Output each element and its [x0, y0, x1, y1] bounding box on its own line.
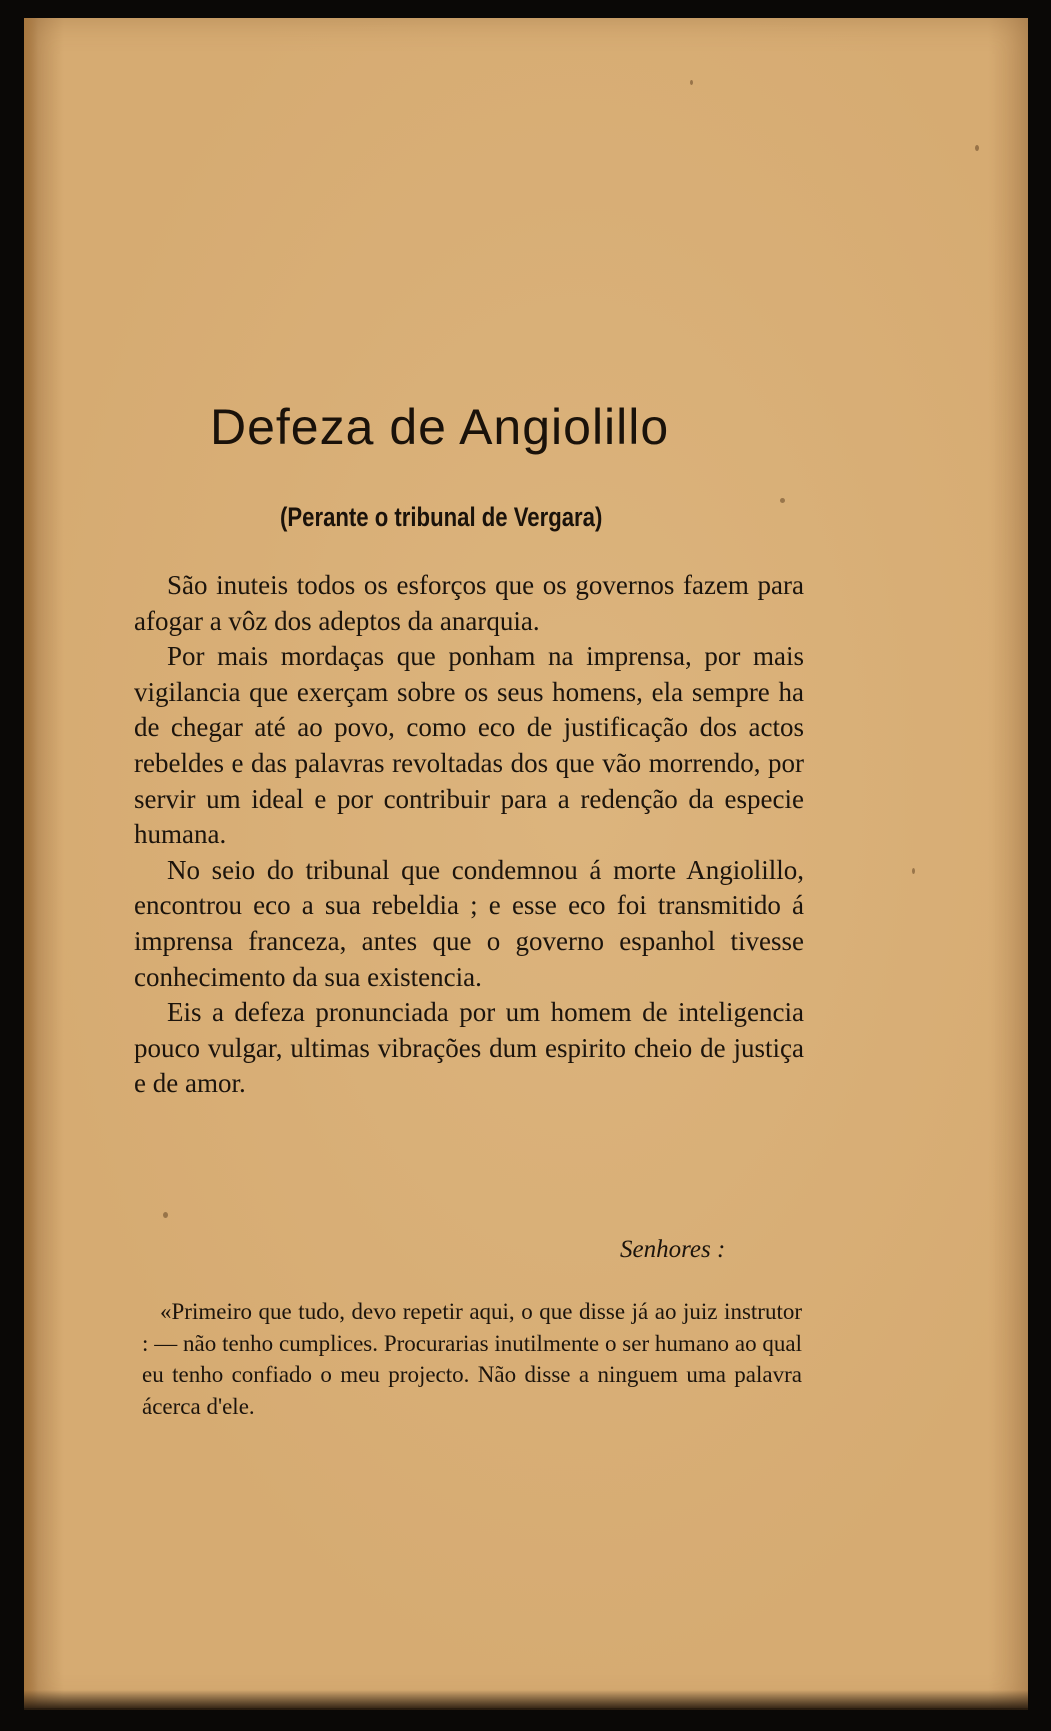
paragraph: No seio do tribunal que condemnou á morte Angiolillo, encontrou eco a sua rebeldia ; e esse eco foi transmitido á imprensa franceza, antes que o governo espanhol tivesse conhecimento da sua existencia. [134, 854, 804, 992]
paper-speck [780, 498, 785, 503]
speech-quote: «Primeiro que tudo, devo repetir aqui, o que disse já ao juiz instrutor : — não tenho cumplices. Procurarias inutilmente o ser humano ao qual eu tenho confiado o meu projecto. Não disse a ninguem uma palavra ácerca d'ele. [142, 1299, 802, 1419]
paper-speck [163, 1212, 168, 1218]
page-bottom-edge [24, 1690, 1028, 1710]
intro-text [134, 568, 804, 1102]
paragraph: Eis a defeza pronunciada por um homem de inteligencia pouco vulgar, ultimas vibrações dum espirito cheio de justiça e de amor. [134, 997, 804, 1099]
paper-speck [912, 868, 915, 874]
paper-speck [690, 80, 693, 85]
paragraph: São inuteis todos os esforços que os governos fazem para afogar a vôz dos adeptos da anarquia. [134, 570, 804, 636]
page-title: Defeza de Angiolillo [210, 399, 670, 455]
page-gutter-shadow [24, 18, 38, 1708]
page-subtitle: (Perante o tribunal de Vergara) [280, 502, 603, 532]
paragraph: Por mais mordaças que ponham na imprensa, por mais vigilancia que exerçam sobre os seus homens, ela sempre ha de chegar até ao povo, como eco de justificação dos actos rebeldes e das palavras revoltadas dos que vão morrendo, por servir um ideal e por contribuir para a redenção da especie humana. [134, 641, 804, 850]
speech-salutation: Senhores : [620, 1236, 726, 1263]
paper-speck [975, 145, 979, 151]
